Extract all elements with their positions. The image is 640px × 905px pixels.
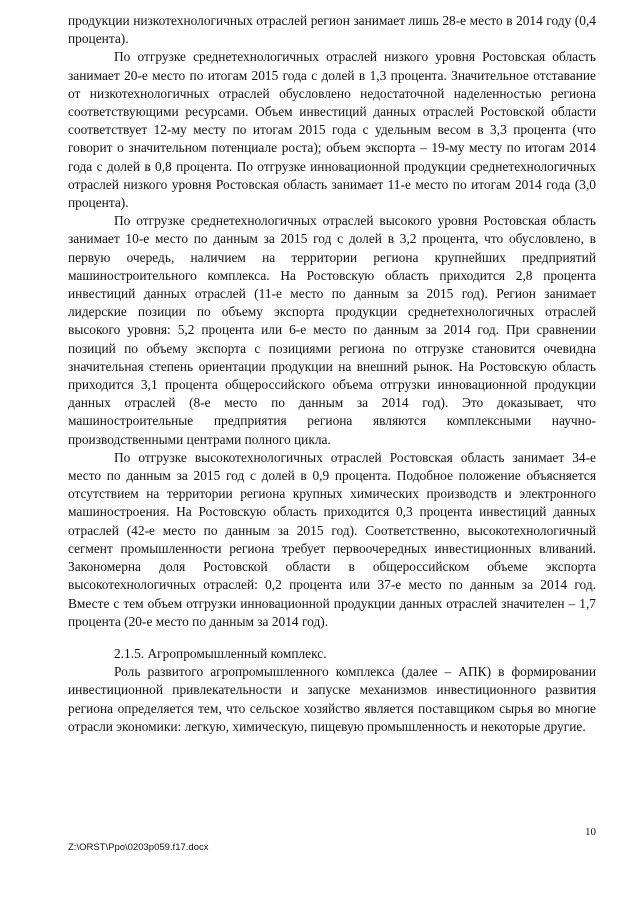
section-gap <box>68 631 596 645</box>
paragraph-mid-high-tech: По отгрузке среднетехнологичных отраслей высокого уровня Ростовская область занимает 10-е место по данным за 2015 год с долей в 3,2 процента, что обусловлено, в первую очередь, наличием на территории региона крупнейших предприятий машиностроительного комплекса. На Ростовскую область приходится 2,8 процента инвестиций данных отраслей (11-е место по данным за 2015 год). Регион занимает лидерские позиции по объему экспорта продукции среднетехнологичных отраслей высокого уровня: 5,2 процента или 6-е место по данным за 2014 год. При сравнении позиций по объему экспорта с позициями региона по отгрузке становится очевидна значительная степень ориентации продукции на внешний рынок. На Ростовскую область приходится 3,1 процента общероссийского объема отгрузки инновационной продукции данных отраслей (8-е место по данным за 2014 год). Это доказывает, что машиностроительные предприятия региона являются комплексными научно-производственными центрами полного цикла. <box>68 213 596 447</box>
document-body <box>68 12 596 736</box>
paragraph-high-tech: По отгрузке высокотехнологичных отраслей Ростовская область занимает 34-е место по данным за 2015 год с долей в 0,9 процента. Подобное положение объясняется отсутствием на территории региона крупных химических производств и электронного машиностроения. На Ростовскую область приходится 0,3 процента инвестиций данных отраслей (42-е место по данным за 2015 год). Соответственно, высокотехнологичный сегмент промышленности региона требует первоочередных инвестиционных вливаний. Закономерна доля Ростовской области в общероссийском объеме экспорта высокотехнологичных отраслей: 0,2 процента или 37-е место по данным за 2014 год. Вместе с тем объем отгрузки инновационной продукции данных отраслей значителен – 1,7 процента (20-е место по данным за 2014 год). <box>68 449 596 629</box>
page-number: 10 <box>585 826 596 838</box>
footer-file-path: Z:\ORST\Ppo\0203p059.f17.docx <box>68 842 209 853</box>
paragraph-continuation: продукции низкотехнологичных отраслей регион занимает лишь 28-е место в 2014 году (0,4 процента). <box>68 13 596 47</box>
paragraph-agro-complex: Роль развитого агропромышленного комплекса (далее – АПК) в формировании инвестиционной привлекательности и запуске механизмов инвестиционного развития региона определяется тем, что сельское хозяйство является поставщиком сырья во многие отрасли экономики: легкую, химическую, пищевую промышленность и некоторые другие. <box>68 664 596 734</box>
paragraph-mid-low-tech: По отгрузке среднетехнологичных отраслей низкого уровня Ростовская область занимает 20-е место по итогам 2015 года с долей в 1,3 процента. Значительное отставание от низкотехнологичных отраслей обусловлено недостаточной наделенностью региона соответствующими ресурсами. Объем инвестиций данных отраслей Ростовской области соответствует 12-му месту по итогам 2015 года с удельным весом в 3,3 процента (что говорит о значительном потенциале роста); объем экспорта – 19-му месту по итогам 2014 года с долей в 0,8 процента. По отгрузке инновационной продукции среднетехнологичных отраслей низкого уровня Ростовская область занимает 11-е место по итогам 2014 года (3,0 процента). <box>68 49 596 211</box>
section-heading: 2.1.5. Агропромышленный комплекс. <box>114 645 327 661</box>
